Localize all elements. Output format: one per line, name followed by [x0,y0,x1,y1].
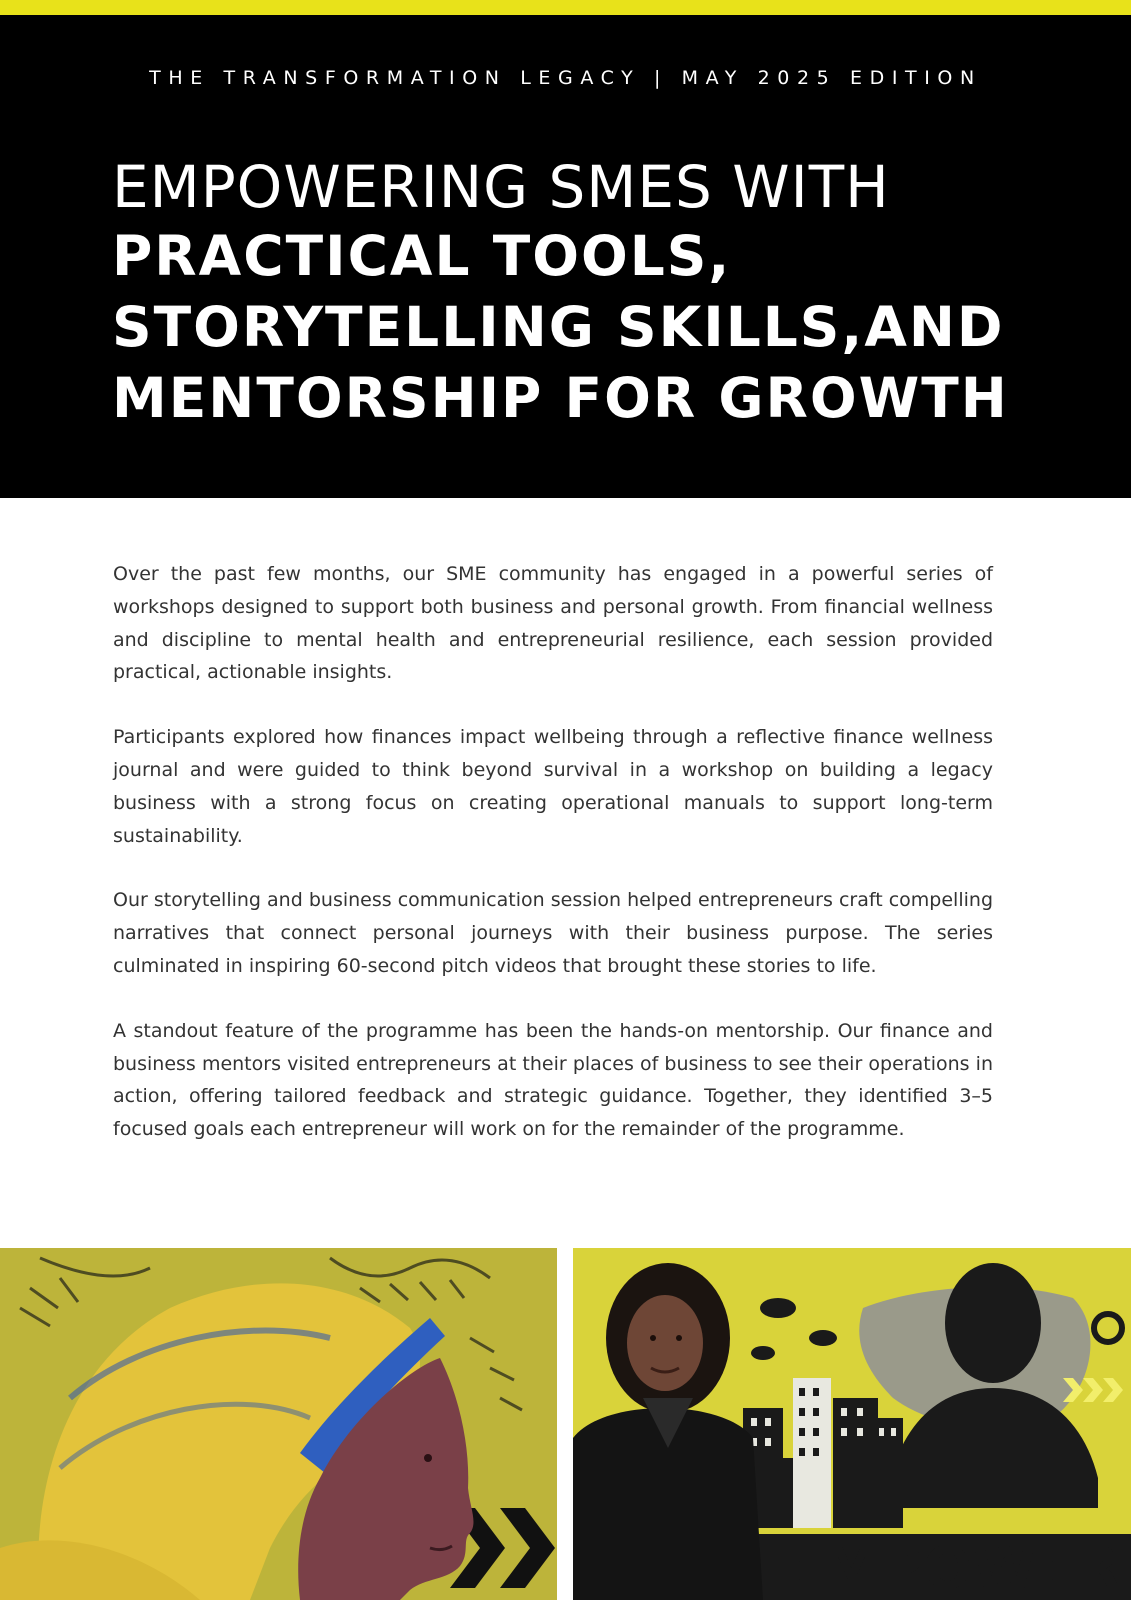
masthead [0,15,1131,498]
article-body [113,558,993,1178]
photo-entrepreneur-profile [0,1248,557,1600]
article-paragraph: Our storytelling and business communication session helped entrepreneurs craft compelling narratives that connect personal journeys with their business purpose. The series culminated in inspiring 60-second pitch videos that brought these stories to life. [113,889,993,977]
headline-light: EMPOWERING SMES WITH [112,153,890,221]
edition-line: THE TRANSFORMATION LEGACY | MAY 2025 EDITION [149,67,982,89]
article-paragraph: A standout feature of the programme has been the hands-on mentorship. Our finance and business mentors visited entrepreneurs at their places of business to see their operations in action, offering tailored feedback and strategic guidance. Together, they identified 3–5 focused goals each entrepreneur will work on for the remainder of the programme. [113,1019,993,1141]
headline-bold-line: PRACTICAL TOOLS, [112,224,732,288]
article-paragraph: Over the past few months, our SME community has engaged in a powerful series of workshops designed to support both business and personal growth. From financial wellness and discipline to mental health and entrepreneurial resilience, each session provided practical, actionable insights. [113,563,993,684]
photo-entrepreneur-mural [573,1248,1131,1600]
headline-bold-line: MENTORSHIP FOR GROWTH [112,366,1009,430]
article-paragraph: Participants explored how finances impact wellbeing through a reflective finance wellness journal and were guided to think beyond survival in a workshop on building a legacy business with a strong focus on creating operational manuals to support long-term sustainability. [113,726,993,847]
top-accent-stripe [0,0,1131,15]
headline-bold [112,221,1009,434]
headline-bold-line: STORYTELLING SKILLS,AND [112,295,1005,359]
mural-banner-text: EMPOWER [783,1534,1121,1600]
